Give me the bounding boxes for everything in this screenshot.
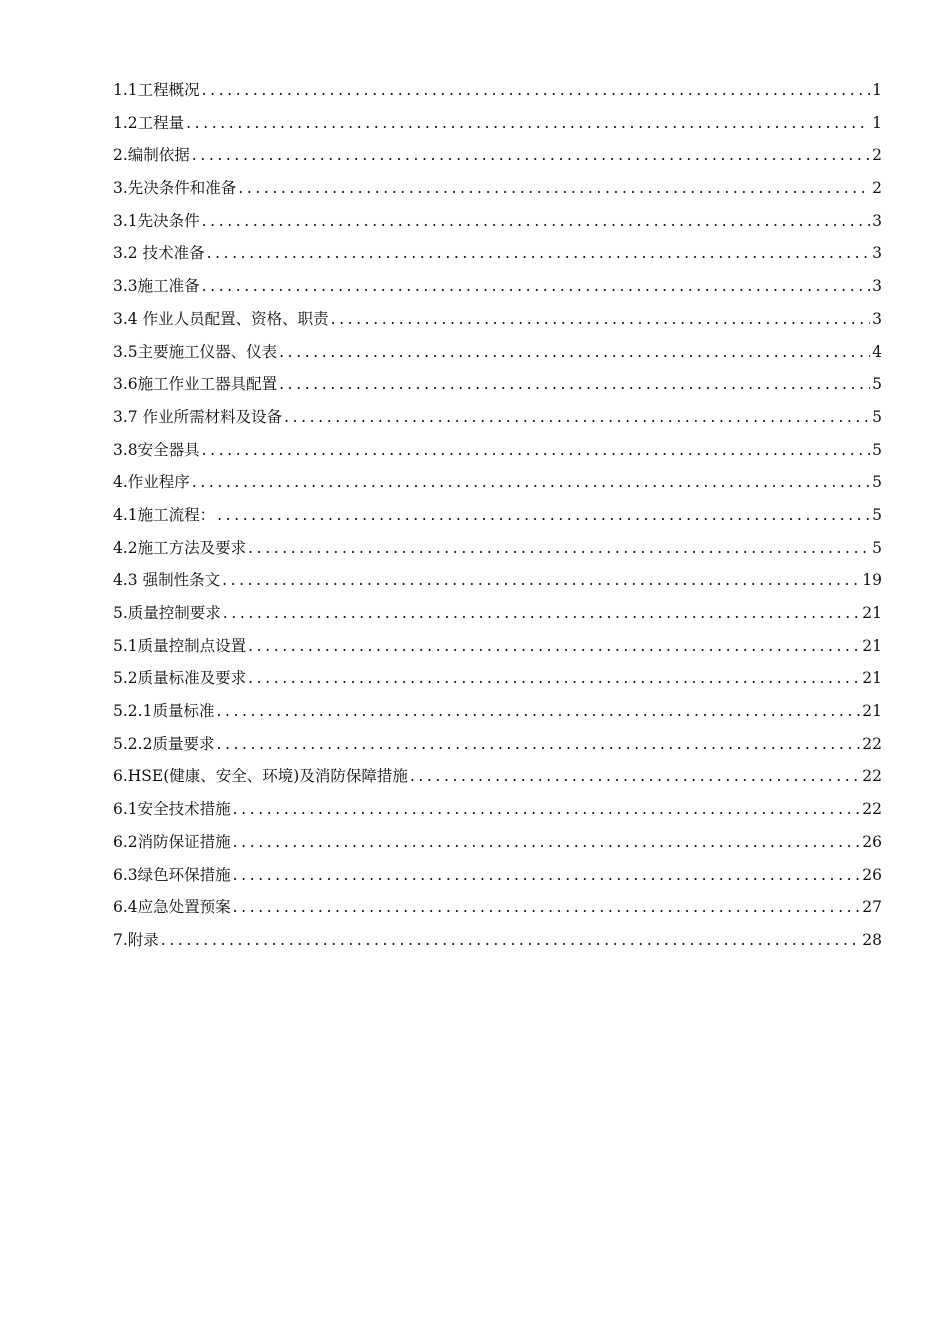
toc-dot-leader: [216, 702, 860, 720]
toc-entry[interactable]: [113, 666, 882, 699]
toc-dot-leader: [410, 767, 860, 785]
toc-dot-leader: [233, 800, 861, 818]
toc-entry-title: 6.2消防保证措施: [113, 832, 231, 851]
toc-dot-leader: [216, 735, 860, 753]
toc-entry[interactable]: [113, 176, 882, 209]
toc-entry-title: 6.4应急处置预案: [113, 898, 231, 917]
toc-dot-leader: [192, 146, 870, 164]
toc-entry-title: 3.7 作业所需材料及设备: [113, 407, 283, 426]
toc-entry[interactable]: [113, 732, 882, 765]
toc-entry[interactable]: [113, 274, 882, 307]
toc-entry[interactable]: [113, 634, 882, 667]
toc-entry[interactable]: [113, 307, 882, 340]
toc-entry[interactable]: [113, 143, 882, 176]
toc-entry[interactable]: [113, 928, 882, 961]
toc-entry-page: 28: [862, 930, 882, 949]
toc-dot-leader: [233, 898, 861, 916]
toc-entry-title: 5.1质量控制点设置: [113, 636, 247, 655]
toc-entry[interactable]: [113, 699, 882, 732]
toc-entry[interactable]: [113, 405, 882, 438]
toc-entry[interactable]: [113, 895, 882, 928]
toc-entry-page: 5: [872, 440, 882, 459]
toc-entry-page: 21: [862, 636, 882, 655]
toc-dot-leader: [233, 833, 861, 851]
toc-entry-page: 21: [862, 604, 882, 622]
toc-dot-leader: [223, 604, 860, 622]
toc-dot-leader: [186, 114, 870, 132]
toc-entry-title: 3.8安全器具: [113, 440, 200, 459]
toc-entry-title: 3.1先决条件: [113, 211, 200, 230]
toc-entry-page: 4: [872, 342, 882, 361]
toc-dot-leader: [248, 539, 870, 557]
toc-entry-page: 27: [862, 898, 882, 917]
toc-entry-title: 3.2 技术准备: [113, 244, 205, 263]
toc-entry-title: 4.1施工流程：: [113, 505, 216, 524]
toc-entry-title: 6.HSE(健康、安全、环境)及消防保障措施: [113, 767, 408, 786]
toc-dot-leader: [279, 343, 870, 361]
toc-dot-leader: [217, 506, 870, 524]
toc-entry-page: 5: [872, 473, 882, 492]
toc-entry-title: 6.1安全技术措施: [113, 800, 231, 819]
toc-entry-title: 2.编制依据: [113, 146, 190, 165]
toc-entry-page: 22: [862, 734, 882, 753]
toc-entry[interactable]: [113, 470, 882, 503]
toc-entry-title: 5.2.1质量标准: [113, 702, 215, 721]
toc-dot-leader: [284, 408, 870, 426]
toc-entry-page: 19: [862, 571, 882, 590]
toc-entry[interactable]: [113, 438, 882, 471]
toc-entry[interactable]: [113, 797, 882, 830]
toc-entry-page: 22: [862, 800, 882, 819]
toc-entry-page: 26: [862, 832, 882, 851]
toc-dot-leader: [279, 375, 870, 393]
toc-entry[interactable]: [113, 372, 882, 405]
toc-dot-leader: [248, 669, 860, 687]
toc-entry-title: 3.5主要施工仪器、仪表: [113, 342, 278, 361]
toc-entry-page: 3: [872, 211, 882, 230]
toc-dot-leader: [202, 277, 870, 295]
toc-dot-leader: [238, 179, 870, 197]
toc-entry-page: 2: [872, 179, 882, 198]
toc-entry-title: 6.3绿色环保措施: [113, 865, 231, 884]
toc-entry-title: 5.2质量标准及要求: [113, 669, 247, 688]
toc-entry-title: 3.3施工准备: [113, 277, 200, 296]
toc-entry-page: 21: [862, 702, 882, 721]
toc-dot-leader: [192, 473, 870, 491]
toc-entry-title: 4.3 强制性条文: [113, 571, 221, 590]
toc-entry[interactable]: [113, 863, 882, 896]
toc-entry-page: 2: [872, 146, 882, 165]
toc-entry-title: 3.先决条件和准备: [113, 179, 237, 198]
toc-entry-title: 1.2工程量: [113, 113, 185, 132]
toc-entry-page: 5: [872, 375, 882, 394]
toc-dot-leader: [331, 310, 871, 328]
toc-entry[interactable]: [113, 830, 882, 863]
toc-entry[interactable]: [113, 568, 882, 601]
toc-entry-page: 1: [872, 81, 882, 99]
toc-dot-leader: [248, 637, 860, 655]
toc-entry-page: 3: [872, 277, 882, 296]
toc-entry-page: 26: [862, 865, 882, 884]
toc-entry-page: 21: [862, 669, 882, 688]
toc-entry[interactable]: [113, 340, 882, 373]
toc-entry-page: 1: [872, 113, 882, 132]
toc-entry-page: 3: [872, 309, 882, 328]
toc-entry[interactable]: [113, 764, 882, 797]
toc-entry-title: 3.6施工作业工器具配置: [113, 375, 278, 394]
toc-entry[interactable]: [113, 111, 882, 144]
toc-entry-page: 5: [872, 505, 882, 524]
toc-entry-title: 7.附录: [113, 930, 159, 949]
toc-entry-page: 5: [872, 538, 882, 557]
toc-entry[interactable]: [113, 601, 882, 634]
table-of-contents: [113, 78, 882, 961]
toc-entry[interactable]: [113, 78, 882, 111]
toc-dot-leader: [222, 571, 860, 589]
toc-entry-title: 3.4 作业人员配置、资格、职责: [113, 309, 329, 328]
toc-dot-leader: [202, 81, 870, 99]
toc-entry-title: 1.1工程概况: [113, 81, 200, 99]
toc-dot-leader: [233, 866, 861, 884]
toc-entry[interactable]: [113, 209, 882, 242]
toc-dot-leader: [202, 441, 870, 459]
toc-dot-leader: [207, 244, 871, 262]
toc-entry-title: 4.作业程序: [113, 473, 190, 492]
toc-entry-title: 5.2.2质量要求: [113, 734, 215, 753]
toc-entry[interactable]: [113, 536, 882, 569]
toc-entry-page: 22: [862, 767, 882, 786]
toc-entry-page: 5: [872, 407, 882, 426]
toc-entry-title: 5.质量控制要求: [113, 604, 221, 622]
toc-entry[interactable]: [113, 241, 882, 274]
toc-entry[interactable]: [113, 503, 882, 536]
toc-dot-leader: [161, 931, 860, 949]
toc-entry-title: 4.2施工方法及要求: [113, 538, 247, 557]
toc-dot-leader: [202, 212, 870, 230]
toc-entry-page: 3: [872, 244, 882, 263]
